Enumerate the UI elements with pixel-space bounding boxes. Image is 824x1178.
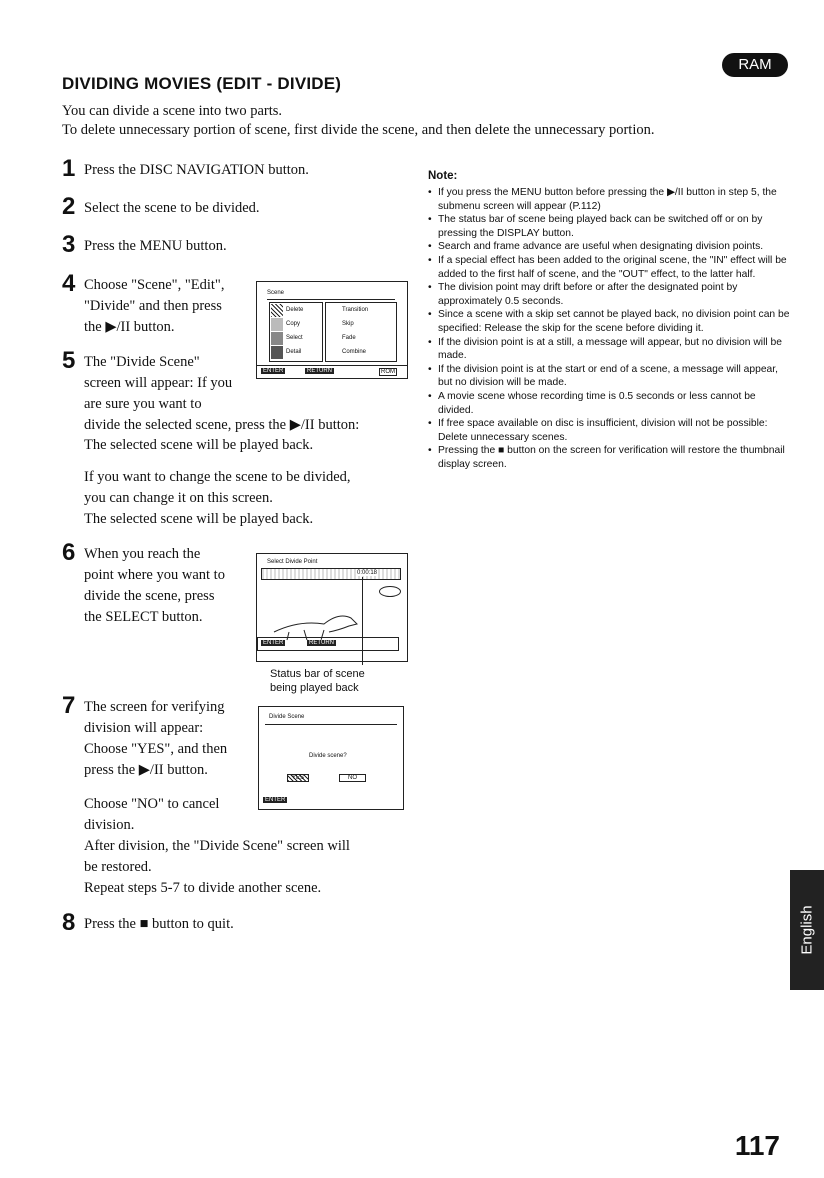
scene-submenu-skip[interactable]: Skip bbox=[342, 321, 354, 327]
step-4-line-1: Choose "Scene", "Edit", bbox=[84, 277, 225, 293]
note-title: Note: bbox=[428, 170, 458, 182]
note-item: • The division point may drift before or after the designated point by approximately 0.5 seconds. bbox=[428, 281, 790, 308]
scene-submenu-transition[interactable]: Transition bbox=[342, 307, 369, 313]
divide-point-header: Select Divide Point bbox=[267, 559, 318, 565]
step-5-line-3: are sure you want to bbox=[84, 396, 202, 412]
step-2-number: 2 bbox=[62, 193, 76, 220]
verify-header: Divide Scene bbox=[269, 714, 305, 720]
step-7-line-5: Choose "NO" to cancel bbox=[84, 796, 220, 812]
step-6-number: 6 bbox=[62, 539, 76, 566]
divide-point-counter: 0:00:18 bbox=[357, 570, 378, 576]
step-6-line-1: When you reach the bbox=[84, 546, 201, 562]
note-item: • If a special effect has been added to the original scene, the "IN" effect will be added to the first half of scene, and the "OUT" effect, to the latter half. bbox=[428, 254, 790, 281]
note-item: • If free space available on disc is insufficient, division will not be possible: Delete unnecessary scenes. bbox=[428, 417, 790, 444]
page-number: 117 bbox=[734, 1130, 780, 1161]
scene-menu-header: Scene bbox=[267, 290, 285, 296]
step-7-line-3: Choose "YES", and then bbox=[84, 741, 228, 757]
page-title: DIVIDING MOVIES (EDIT - DIVIDE) bbox=[62, 74, 342, 93]
step-5-number: 5 bbox=[62, 347, 76, 374]
ram-badge: RAM bbox=[722, 53, 788, 77]
step-5-line-2: screen will appear: If you bbox=[84, 375, 233, 391]
intro-line-2: To delete unnecessary portion of scene, first divide the scene, and then delete the unnecessary portion. bbox=[62, 122, 655, 138]
step-2-text: Select the scene to be divided. bbox=[84, 200, 260, 216]
note-item: • Search and frame advance are useful when designating division points. bbox=[428, 240, 790, 254]
scene-menu-rom: ROM bbox=[381, 369, 395, 375]
language-side-tab: English bbox=[790, 870, 824, 990]
verify-prompt: Divide scene? bbox=[309, 753, 347, 759]
step-6-line-3: divide the scene, press bbox=[84, 588, 215, 604]
step-5-line-5: The selected scene will be played back. bbox=[84, 437, 314, 453]
scene-menu-item-detail[interactable]: Detail bbox=[286, 349, 302, 355]
status-bar bbox=[261, 568, 401, 580]
note-item: • If you press the MENU button before pressing the ▶/II button in step 5, the submenu screen will appear (P.112) bbox=[428, 186, 790, 213]
status-bar-caption: Status bar of scene being played back bbox=[270, 668, 365, 694]
step-3-text: Press the MENU button. bbox=[84, 238, 227, 254]
step-5-line-6: If you want to change the scene to be divided, bbox=[84, 469, 351, 485]
scene-menu-return: RETURN bbox=[307, 368, 332, 374]
step-7-line-4: press the ▶/II button. bbox=[84, 762, 208, 778]
step-7-line-7: After division, the "Divide Scene" screen will bbox=[84, 838, 350, 854]
scene-menu-screen bbox=[256, 281, 408, 379]
step-3-number: 3 bbox=[62, 231, 76, 258]
step-5-line-7: you can change it on this screen. bbox=[84, 490, 273, 506]
step-8-text: Press the ■ button to quit. bbox=[84, 916, 234, 932]
step-5-line-4: divide the selected scene, press the ▶/II button: bbox=[84, 417, 360, 433]
step-4-line-2: "Divide" and then press bbox=[84, 298, 222, 314]
note-item: • A movie scene whose recording time is 0.5 seconds or less cannot be divided. bbox=[428, 390, 790, 417]
disc-icon bbox=[379, 586, 401, 597]
step-8-number: 8 bbox=[62, 909, 76, 936]
notes-list bbox=[428, 186, 790, 471]
divide-point-enter: ENTER bbox=[263, 640, 284, 646]
note-item: • The status bar of scene being played back can be switched off or on by pressing the DISPLAY button. bbox=[428, 213, 790, 240]
verify-enter: ENTER bbox=[265, 797, 286, 803]
callout-line bbox=[362, 577, 363, 665]
scene-menu-item-delete[interactable]: Delete bbox=[286, 307, 304, 313]
step-7-line-2: division will appear: bbox=[84, 720, 204, 736]
dog-playback-image bbox=[269, 602, 369, 642]
divide-point-screen bbox=[256, 553, 408, 662]
note-item: • If the division point is at a still, a message will appear, but no division will be made. bbox=[428, 336, 790, 363]
step-5-line-8: The selected scene will be played back. bbox=[84, 511, 314, 527]
verify-yes-button[interactable]: YES bbox=[287, 774, 309, 782]
step-7-line-6: division. bbox=[84, 817, 135, 833]
step-4-line-3: the ▶/II button. bbox=[84, 319, 175, 335]
note-item: • Pressing the ■ button on the screen for verification will restore the thumbnail display screen. bbox=[428, 444, 790, 471]
step-5-line-1: The "Divide Scene" bbox=[84, 354, 200, 370]
verify-division-screen bbox=[258, 706, 404, 810]
scene-menu-item-copy[interactable]: Copy bbox=[286, 321, 301, 327]
scene-submenu-fade[interactable]: Fade bbox=[342, 335, 356, 341]
step-1-text: Press the DISC NAVIGATION button. bbox=[84, 162, 309, 178]
step-7-line-8: be restored. bbox=[84, 859, 152, 875]
step-4-number: 4 bbox=[62, 270, 76, 297]
verify-no-button[interactable]: NO bbox=[339, 774, 366, 782]
note-item: • If the division point is at the start or end of a scene, a message will appear, but no division will be made. bbox=[428, 363, 790, 390]
divide-point-return: RETURN bbox=[309, 640, 334, 646]
step-7-line-9: Repeat steps 5-7 to divide another scene. bbox=[84, 880, 322, 896]
scene-menu-enter: ENTER bbox=[263, 368, 284, 374]
note-item: • Since a scene with a skip set cannot be played back, no division point can be specified: Release the skip for the scene before dividing it. bbox=[428, 308, 790, 335]
step-7-number: 7 bbox=[62, 692, 76, 719]
step-7-line-1: The screen for verifying bbox=[84, 699, 225, 715]
scene-menu-item-select[interactable]: Select bbox=[286, 335, 303, 341]
scene-submenu-combine[interactable]: Combine bbox=[342, 349, 367, 355]
step-1-number: 1 bbox=[62, 155, 76, 182]
intro-line-1: You can divide a scene into two parts. bbox=[62, 103, 283, 119]
step-6-line-2: point where you want to bbox=[84, 567, 225, 583]
step-6-line-4: the SELECT button. bbox=[84, 609, 203, 625]
